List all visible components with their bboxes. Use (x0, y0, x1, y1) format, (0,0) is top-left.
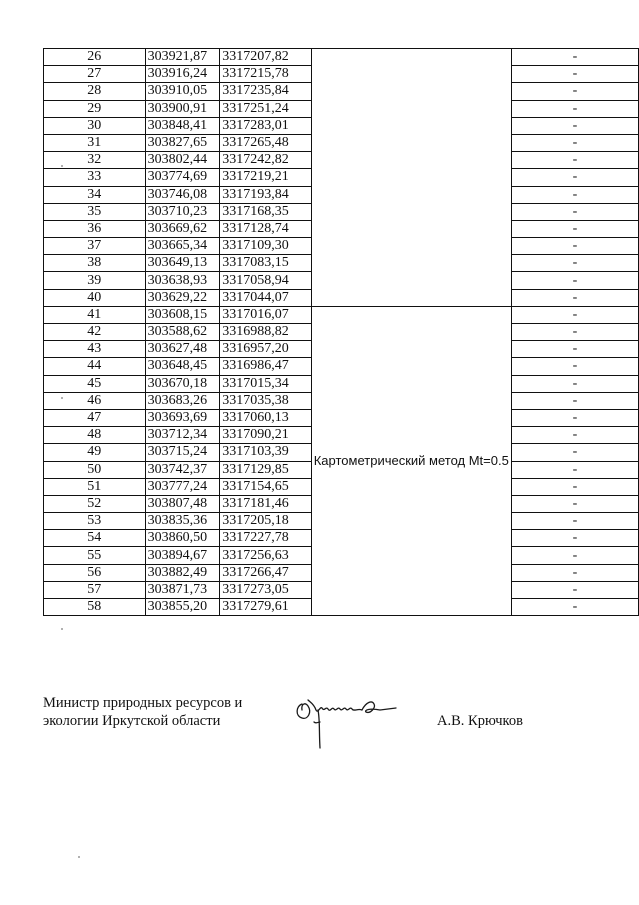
accuracy-cell: - (511, 409, 638, 426)
accuracy-cell: - (511, 461, 638, 478)
point-number-cell: 31 (44, 134, 146, 151)
y-coordinate-cell: 3317103,39 (220, 444, 311, 461)
y-coordinate-cell: 3317251,24 (220, 100, 311, 117)
accuracy-cell: - (511, 599, 638, 616)
accuracy-cell: - (511, 513, 638, 530)
point-number-cell: 47 (44, 409, 146, 426)
y-coordinate-cell: 3317205,18 (220, 513, 311, 530)
y-coordinate-cell: 3317044,07 (220, 289, 311, 306)
x-coordinate-cell: 303627,48 (145, 341, 220, 358)
y-coordinate-cell: 3317215,78 (220, 66, 311, 83)
y-coordinate-cell: 3317235,84 (220, 83, 311, 100)
accuracy-cell: - (511, 66, 638, 83)
coordinates-table-body (44, 49, 639, 616)
accuracy-cell: - (511, 272, 638, 289)
point-number-cell: 52 (44, 495, 146, 512)
signatory-title-line-2: экологии Иркутской области (43, 713, 221, 729)
x-coordinate-cell: 303894,67 (145, 547, 220, 564)
method-cell: Картометрический метод Mt=0.5 (311, 306, 511, 615)
y-coordinate-cell: 3317090,21 (220, 427, 311, 444)
x-coordinate-cell: 303629,22 (145, 289, 220, 306)
point-number-cell: 50 (44, 461, 146, 478)
accuracy-cell: - (511, 134, 638, 151)
point-number-cell: 58 (44, 599, 146, 616)
point-number-cell: 40 (44, 289, 146, 306)
accuracy-cell: - (511, 564, 638, 581)
accuracy-cell: - (511, 324, 638, 341)
y-coordinate-cell: 3317109,30 (220, 238, 311, 255)
accuracy-cell: - (511, 83, 638, 100)
point-number-cell: 55 (44, 547, 146, 564)
point-number-cell: 56 (44, 564, 146, 581)
accuracy-cell: - (511, 495, 638, 512)
scan-speck (61, 165, 63, 167)
point-number-cell: 57 (44, 581, 146, 598)
accuracy-cell: - (511, 581, 638, 598)
y-coordinate-cell: 3317256,63 (220, 547, 311, 564)
signatory-name: А.В. Крючков (437, 713, 523, 729)
accuracy-cell: - (511, 100, 638, 117)
point-number-cell: 30 (44, 117, 146, 134)
accuracy-cell: - (511, 238, 638, 255)
accuracy-cell: - (511, 306, 638, 323)
y-coordinate-cell: 3317060,13 (220, 409, 311, 426)
y-coordinate-cell: 3317227,78 (220, 530, 311, 547)
table-row (44, 49, 639, 66)
accuracy-cell: - (511, 341, 638, 358)
x-coordinate-cell: 303827,65 (145, 134, 220, 151)
x-coordinate-cell: 303746,08 (145, 186, 220, 203)
coordinates-table (43, 48, 639, 616)
x-coordinate-cell: 303910,05 (145, 83, 220, 100)
x-coordinate-cell: 303683,26 (145, 392, 220, 409)
x-coordinate-cell: 303916,24 (145, 66, 220, 83)
point-number-cell: 34 (44, 186, 146, 203)
y-coordinate-cell: 3317129,85 (220, 461, 311, 478)
x-coordinate-cell: 303777,24 (145, 478, 220, 495)
y-coordinate-cell: 3317181,46 (220, 495, 311, 512)
point-number-cell: 43 (44, 341, 146, 358)
point-number-cell: 36 (44, 220, 146, 237)
table-row (44, 306, 639, 323)
point-number-cell: 53 (44, 513, 146, 530)
x-coordinate-cell: 303882,49 (145, 564, 220, 581)
accuracy-cell: - (511, 444, 638, 461)
accuracy-cell: - (511, 289, 638, 306)
point-number-cell: 49 (44, 444, 146, 461)
point-number-cell: 51 (44, 478, 146, 495)
x-coordinate-cell: 303665,34 (145, 238, 220, 255)
signatory-title (43, 694, 242, 730)
accuracy-cell: - (511, 427, 638, 444)
y-coordinate-cell: 3317058,94 (220, 272, 311, 289)
point-number-cell: 41 (44, 306, 146, 323)
point-number-cell: 28 (44, 83, 146, 100)
accuracy-cell: - (511, 203, 638, 220)
accuracy-cell: - (511, 530, 638, 547)
accuracy-cell: - (511, 547, 638, 564)
handwritten-signature (292, 692, 404, 752)
x-coordinate-cell: 303860,50 (145, 530, 220, 547)
y-coordinate-cell: 3317273,05 (220, 581, 311, 598)
y-coordinate-cell: 3317219,21 (220, 169, 311, 186)
x-coordinate-cell: 303638,93 (145, 272, 220, 289)
y-coordinate-cell: 3317242,82 (220, 152, 311, 169)
y-coordinate-cell: 3317035,38 (220, 392, 311, 409)
x-coordinate-cell: 303608,15 (145, 306, 220, 323)
x-coordinate-cell: 303670,18 (145, 375, 220, 392)
x-coordinate-cell: 303871,73 (145, 581, 220, 598)
y-coordinate-cell: 3317168,35 (220, 203, 311, 220)
x-coordinate-cell: 303900,91 (145, 100, 220, 117)
point-number-cell: 35 (44, 203, 146, 220)
y-coordinate-cell: 3317279,61 (220, 599, 311, 616)
accuracy-cell: - (511, 49, 638, 66)
scan-speck (61, 628, 63, 630)
y-coordinate-cell: 3317128,74 (220, 220, 311, 237)
accuracy-cell: - (511, 392, 638, 409)
x-coordinate-cell: 303715,24 (145, 444, 220, 461)
y-coordinate-cell: 3317265,48 (220, 134, 311, 151)
x-coordinate-cell: 303693,69 (145, 409, 220, 426)
signatory-title-line-1: Министр природных ресурсов и (43, 695, 243, 711)
x-coordinate-cell: 303802,44 (145, 152, 220, 169)
x-coordinate-cell: 303742,37 (145, 461, 220, 478)
y-coordinate-cell: 3317193,84 (220, 186, 311, 203)
point-number-cell: 29 (44, 100, 146, 117)
x-coordinate-cell: 303649,13 (145, 255, 220, 272)
accuracy-cell: - (511, 375, 638, 392)
point-number-cell: 26 (44, 49, 146, 66)
point-number-cell: 45 (44, 375, 146, 392)
y-coordinate-cell: 3317283,01 (220, 117, 311, 134)
x-coordinate-cell: 303588,62 (145, 324, 220, 341)
y-coordinate-cell: 3317016,07 (220, 306, 311, 323)
point-number-cell: 33 (44, 169, 146, 186)
y-coordinate-cell: 3316986,47 (220, 358, 311, 375)
scan-speck (78, 856, 80, 858)
x-coordinate-cell: 303807,48 (145, 495, 220, 512)
scan-speck (61, 397, 63, 399)
method-cell-empty (311, 49, 511, 307)
point-number-cell: 38 (44, 255, 146, 272)
x-coordinate-cell: 303774,69 (145, 169, 220, 186)
accuracy-cell: - (511, 169, 638, 186)
accuracy-cell: - (511, 186, 638, 203)
x-coordinate-cell: 303848,41 (145, 117, 220, 134)
x-coordinate-cell: 303712,34 (145, 427, 220, 444)
point-number-cell: 32 (44, 152, 146, 169)
y-coordinate-cell: 3317266,47 (220, 564, 311, 581)
point-number-cell: 37 (44, 238, 146, 255)
accuracy-cell: - (511, 478, 638, 495)
y-coordinate-cell: 3317015,34 (220, 375, 311, 392)
x-coordinate-cell: 303648,45 (145, 358, 220, 375)
y-coordinate-cell: 3317207,82 (220, 49, 311, 66)
y-coordinate-cell: 3316988,82 (220, 324, 311, 341)
point-number-cell: 46 (44, 392, 146, 409)
x-coordinate-cell: 303835,36 (145, 513, 220, 530)
accuracy-cell: - (511, 220, 638, 237)
x-coordinate-cell: 303921,87 (145, 49, 220, 66)
y-coordinate-cell: 3317154,65 (220, 478, 311, 495)
accuracy-cell: - (511, 117, 638, 134)
point-number-cell: 48 (44, 427, 146, 444)
accuracy-cell: - (511, 255, 638, 272)
x-coordinate-cell: 303710,23 (145, 203, 220, 220)
point-number-cell: 27 (44, 66, 146, 83)
y-coordinate-cell: 3317083,15 (220, 255, 311, 272)
accuracy-cell: - (511, 358, 638, 375)
accuracy-cell: - (511, 152, 638, 169)
y-coordinate-cell: 3316957,20 (220, 341, 311, 358)
x-coordinate-cell: 303669,62 (145, 220, 220, 237)
point-number-cell: 54 (44, 530, 146, 547)
x-coordinate-cell: 303855,20 (145, 599, 220, 616)
point-number-cell: 42 (44, 324, 146, 341)
point-number-cell: 44 (44, 358, 146, 375)
point-number-cell: 39 (44, 272, 146, 289)
